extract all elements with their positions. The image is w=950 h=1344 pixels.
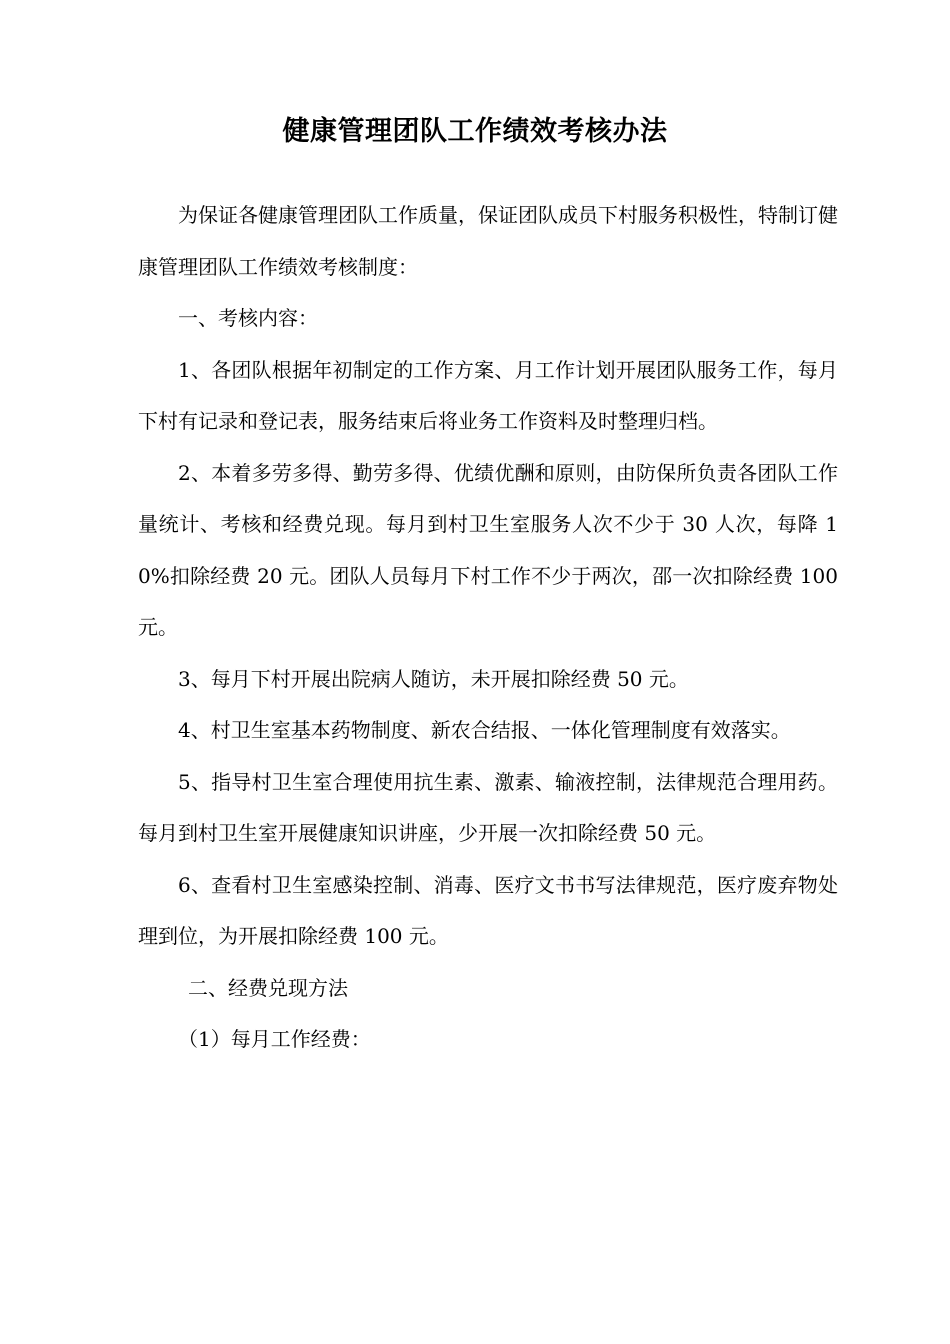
item-4-paragraph: 4、村卫生室基本药物制度、新农合结报、一体化管理制度有效落实。: [178, 718, 791, 742]
document-title: 健康管理团队工作绩效考核办法: [282, 116, 668, 147]
item-2-paragraph: 2、本着多劳多得、勤劳多得、优绩优酬和原则，由防保所负责各团队工作量统计、考核和经费兑现。每月到村卫生室服务人次不少于 30 人次，每降 10%扣除经费 20 元。团队人员每月下村工作不少于两次，邵一次扣除经费 100 元。: [138, 460, 838, 639]
document-body: [138, 190, 838, 1066]
item-6-paragraph: 6、查看村卫生室感染控制、消毒、医疗文书书写法律规范，医疗废弃物处理到位，为开展扣除经费 100 元。: [138, 872, 838, 948]
intro-paragraph: 为保证各健康管理团队工作质量，保证团队成员下村服务积极性，特制订健康管理团队工作绩效考核制度：: [138, 203, 838, 279]
item-1-paragraph: 1、各团队根据年初制定的工作方案、月工作计划开展团队服务工作，每月下村有记录和登记表，服务结束后将业务工作资料及时整理归档。: [138, 357, 838, 433]
section-heading-assessment-content: 一、考核内容：: [178, 306, 318, 330]
item-5-paragraph: 5、指导村卫生室合理使用抗生素、激素、输液控制，法律规范合理用药。每月到村卫生室开展健康知识讲座，少开展一次扣除经费 50 元。: [138, 769, 838, 845]
sub-heading-monthly-funding: （1）每月工作经费：: [178, 1027, 371, 1051]
item-3-paragraph: 3、每月下村开展出院病人随访，未开展扣除经费 50 元。: [178, 666, 689, 691]
section-heading-funding-method: 二、经费兑现方法: [188, 975, 348, 1000]
